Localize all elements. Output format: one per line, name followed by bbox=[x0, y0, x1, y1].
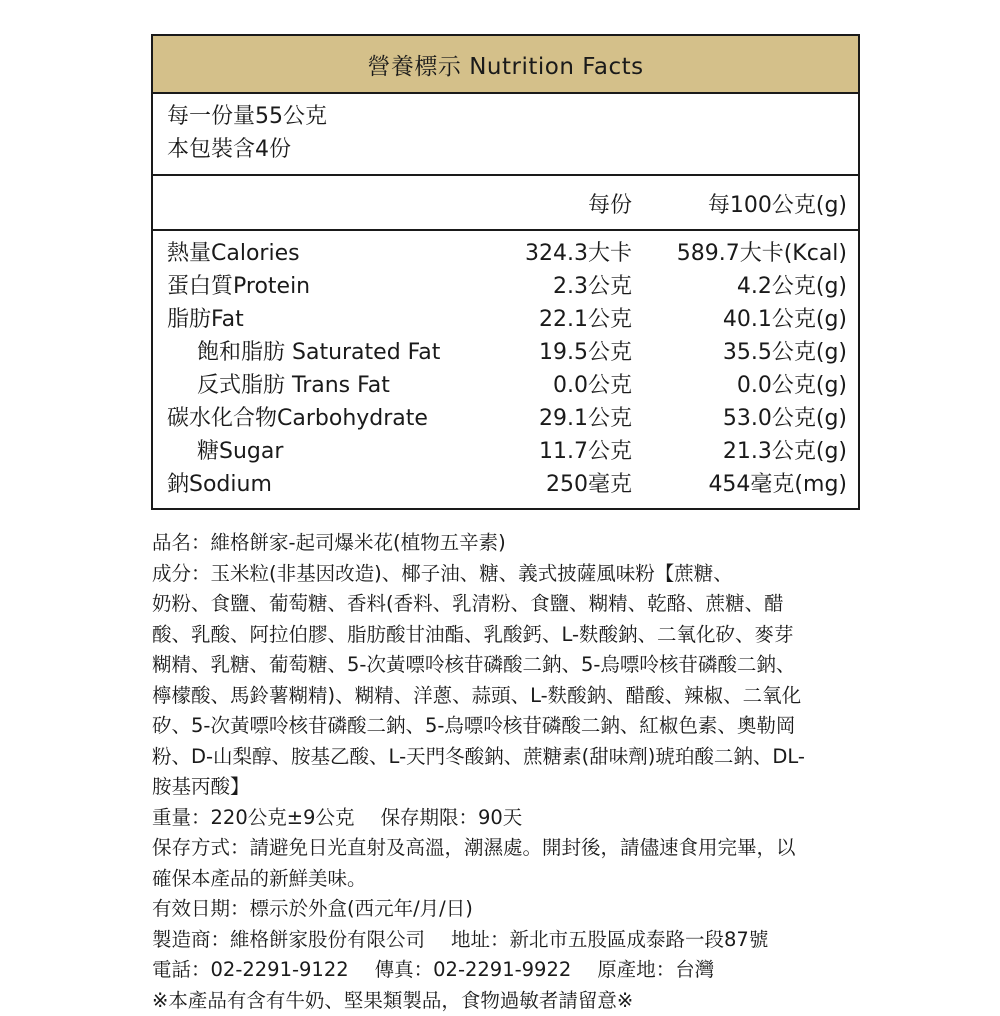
nutrient-label: 熱量Calories bbox=[167, 237, 300, 270]
contact-line bbox=[152, 955, 872, 986]
value-per-serving: 11.7公克 bbox=[539, 435, 632, 468]
ingredients-line: 奶粉、食鹽、葡萄糖、香料(香料、乳清粉、食鹽、糊精、乾酪、蔗糖、醋 bbox=[152, 589, 872, 620]
fax: 傳真：02-2291-9922 bbox=[375, 958, 572, 981]
ingredients-line: 矽、5-次黃嘌呤核苷磷酸二鈉、5-烏嘌呤核苷磷酸二鈉、紅椒色素、奧勒岡 bbox=[152, 711, 872, 742]
ingredients-line: 成分：玉米粒(非基因改造)、椰子油、糖、義式披薩風味粉【蔗糖、 bbox=[152, 559, 872, 590]
serving-info bbox=[153, 94, 858, 176]
phone: 電話：02-2291-9122 bbox=[152, 958, 349, 981]
nutrient-label: 碳水化合物Carbohydrate bbox=[167, 402, 428, 435]
ingredients-line: 粉、D-山梨醇、胺基乙酸、L-天門冬酸鈉、蔗糖素(甜味劑)琥珀酸二鈉、DL- bbox=[152, 742, 872, 773]
col-per-100g: 每100公克(g) bbox=[708, 188, 847, 219]
expiry-date: 有效日期：標示於外盒(西元年/月/日) bbox=[152, 894, 872, 925]
product-name: 品名：維格餅家-起司爆米花(植物五辛素) bbox=[152, 528, 872, 559]
manufacturer: 製造商：維格餅家股份有限公司 bbox=[152, 928, 425, 951]
nutrient-row-protein bbox=[153, 270, 858, 303]
nutrient-row-carbohydrate bbox=[153, 402, 858, 435]
manufacturer-line bbox=[152, 925, 872, 956]
nutrient-label: 飽和脂肪 Saturated Fat bbox=[197, 336, 440, 369]
shelf-life: 保存期限：90天 bbox=[380, 806, 522, 829]
value-per-serving: 19.5公克 bbox=[539, 336, 632, 369]
nutrient-label: 鈉Sodium bbox=[167, 468, 272, 501]
storage-line: 確保本產品的新鮮美味。 bbox=[152, 864, 872, 895]
value-per-100g: 589.7大卡(Kcal) bbox=[677, 237, 847, 270]
value-per-100g: 21.3公克(g) bbox=[723, 435, 847, 468]
value-per-serving: 0.0公克 bbox=[553, 369, 632, 402]
address: 地址：新北市五股區成泰路一段87號 bbox=[451, 928, 768, 951]
value-per-100g: 40.1公克(g) bbox=[723, 303, 847, 336]
col-per-serving: 每份 bbox=[588, 188, 632, 219]
ingredients-line: 酸、乳酸、阿拉伯膠、脂肪酸甘油酯、乳酸鈣、L-麩酸鈉、二氧化矽、麥芽 bbox=[152, 620, 872, 651]
nutrient-label: 蛋白質Protein bbox=[167, 270, 310, 303]
product-info bbox=[152, 528, 872, 1016]
value-per-100g: 53.0公克(g) bbox=[723, 402, 847, 435]
nutrition-facts-panel bbox=[151, 34, 860, 510]
weight-shelf-line bbox=[152, 803, 872, 834]
ingredients-line: 糊精、乳糖、葡萄糖、5-次黃嘌呤核苷磷酸二鈉、5-烏嘌呤核苷磷酸二鈉、 bbox=[152, 650, 872, 681]
value-per-serving: 22.1公克 bbox=[539, 303, 632, 336]
value-per-100g: 35.5公克(g) bbox=[723, 336, 847, 369]
nutrient-row-saturated-fat bbox=[153, 336, 858, 369]
storage-line: 保存方式：請避免日光直射及高溫，潮濕處。開封後，請儘速食用完畢，以 bbox=[152, 833, 872, 864]
nutrient-rows bbox=[153, 231, 858, 501]
nutrient-row-sodium bbox=[153, 468, 858, 501]
net-weight: 重量：220公克±9公克 bbox=[152, 806, 354, 829]
nutrient-row-sugar bbox=[153, 435, 858, 468]
value-per-serving: 2.3公克 bbox=[553, 270, 632, 303]
value-per-serving: 324.3大卡 bbox=[525, 237, 632, 270]
value-per-100g: 0.0公克(g) bbox=[737, 369, 847, 402]
nutrient-row-trans-fat bbox=[153, 369, 858, 402]
serving-size: 每一份量55公克 bbox=[167, 100, 858, 133]
value-per-100g: 454毫克(mg) bbox=[708, 468, 847, 501]
nutrient-row-fat bbox=[153, 303, 858, 336]
nutrition-facts-title: 營養標示 Nutrition Facts bbox=[153, 36, 858, 94]
nutrient-label: 脂肪Fat bbox=[167, 303, 244, 336]
column-headers bbox=[153, 176, 858, 231]
origin: 原產地：台灣 bbox=[597, 958, 714, 981]
nutrient-label: 反式脂肪 Trans Fat bbox=[197, 369, 390, 402]
ingredients-line: 檸檬酸、馬鈴薯糊精)、糊精、洋蔥、蒜頭、L-麩酸鈉、醋酸、辣椒、二氧化 bbox=[152, 681, 872, 712]
allergen-warning: ※本產品有含有牛奶、堅果類製品，食物過敏者請留意※ bbox=[152, 986, 872, 1016]
ingredients-line: 胺基丙酸】 bbox=[152, 772, 872, 803]
value-per-100g: 4.2公克(g) bbox=[737, 270, 847, 303]
servings-per-pack: 本包裝含4份 bbox=[167, 133, 858, 166]
value-per-serving: 29.1公克 bbox=[539, 402, 632, 435]
nutrient-row-calories bbox=[153, 237, 858, 270]
nutrient-label: 糖Sugar bbox=[197, 435, 283, 468]
value-per-serving: 250毫克 bbox=[546, 468, 632, 501]
